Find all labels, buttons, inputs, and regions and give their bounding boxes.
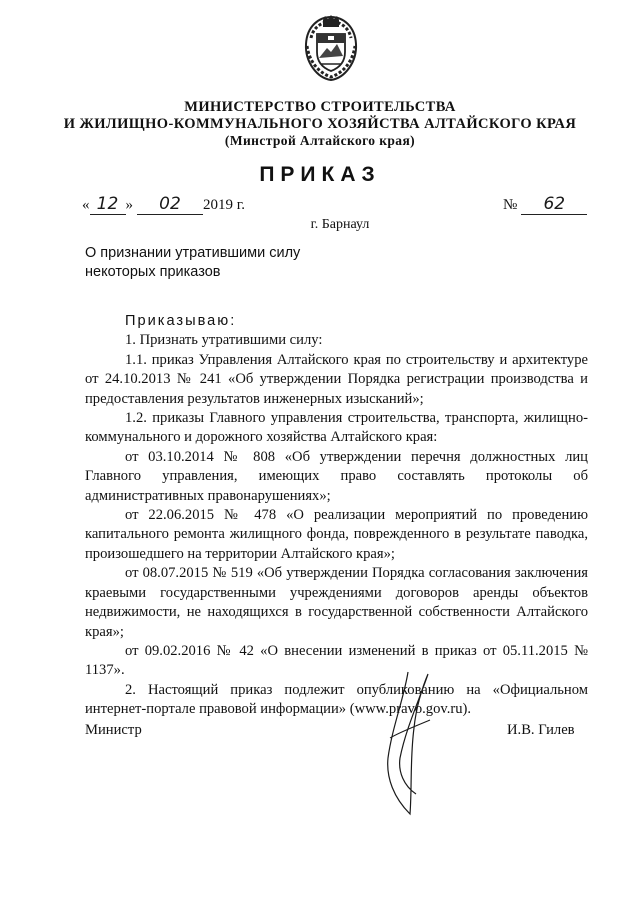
date-day: 12 [96,194,119,214]
date-open-quote: « [82,197,90,213]
ministry-name-line2: И ЖИЛИЩНО-КОММУНАЛЬНОГО ХОЗЯЙСТВА АЛТАЙСКОГО КРАЯ [63,116,577,132]
subject-line1: О признании утратившими силу [85,245,301,261]
order-number [503,194,587,215]
ministry-name-line1: МИНИСТЕРСТВО СТРОИТЕЛЬСТВА [184,99,456,115]
paragraph-1-2-c: от 08.07.2015 № 519 «Об утверждении Порядка согласования заключения краевыми государственными учреждениями договоров аренды объектов недвижимости, не находящихся в государственной собственности Алтайского края»; [85,565,588,640]
paragraph-1-2: 1.2. приказы Главного управления строительства, транспорта, жилищно-коммунального и дорожного хозяйства Алтайского края: [85,410,588,446]
number-value: 62 [543,194,566,214]
coat-of-arms-icon [299,14,363,82]
paragraph-1-2-a: от 03.10.2014 № 808 «Об утверждении перечня должностных лиц Главного управления, имеющих право составлять протоколы об административных правонарушениях»; [85,448,588,504]
paragraph-1-1: 1.1. приказ Управления Алтайского края по строительству и архитектуре от 24.10.2013 № 241 «Об утверждении Порядка регистрации производства и предоставления результатов инженерных изысканий»; [85,351,588,407]
paragraph-1-2-d: от 09.02.2016 № 42 «О внесении изменений в приказ от 05.11.2015 № 1137». [85,642,588,679]
date-close-quote: » [125,197,133,213]
date-year: 2019 г. [203,197,245,213]
date-month: 02 [159,194,181,214]
document-title: ПРИКАЗ [259,163,381,186]
handwritten-signature [370,668,450,818]
ministry-short-name: (Минстрой Алтайского края) [224,133,416,148]
number-label: № [503,197,518,213]
order-body [85,312,588,720]
signatory-name: И.В. Гилев [507,722,575,738]
paragraph-1: 1. Признать утратившими силу: [125,332,323,349]
decree-word: Приказываю: [125,313,237,329]
city: г. Барнаул [310,217,370,232]
paragraph-2: 2. Настоящий приказ подлежит опубликованию на «Официальном интернет-портале правовой информации» (www.pravo.gov.ru). [85,681,588,718]
paragraph-1-2-b: от 22.06.2015 № 478 «О реализации мероприятий по проведению капитального ремонта жилищного фонда, поврежденного в результате паводка, произошедшего на территории Алтайского края»; [85,507,588,562]
subject-line2: некоторых приказов [85,264,221,280]
order-date [82,194,245,215]
signatory-title: Министр [85,722,142,738]
